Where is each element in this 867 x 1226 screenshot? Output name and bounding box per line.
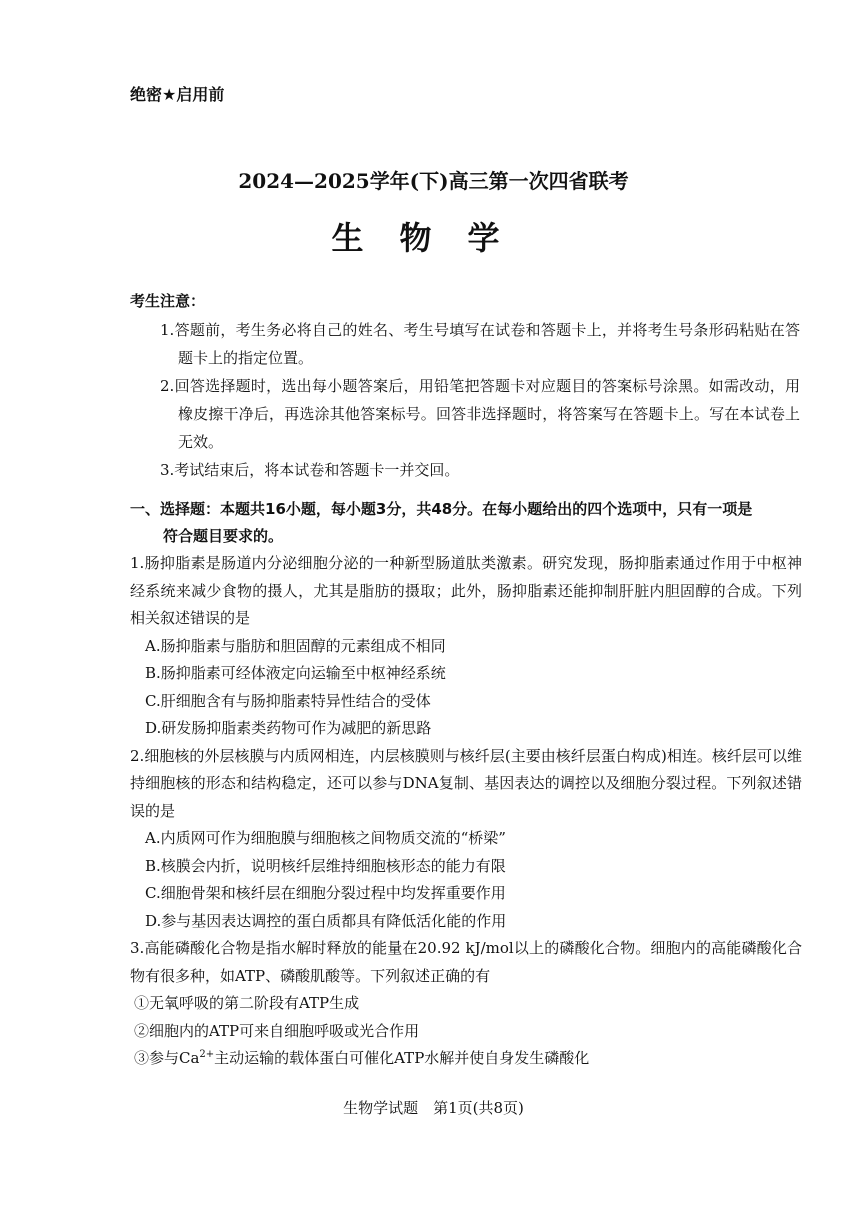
question-1 (130, 550, 802, 743)
notice-heading: 考生注意： (130, 292, 206, 310)
confidential-label: 绝密★启用前 (130, 85, 225, 104)
question-3 (130, 935, 802, 1073)
section-heading-line: 符合题目要求的。 (163, 527, 284, 545)
subject-title: 生物学 (331, 219, 536, 257)
notice-item: 3.考试结束后，将本试卷和答题卡一并交回。 (160, 461, 460, 479)
question-stem: 1.肠抑脂素是肠道内分泌细胞分泌的一种新型肠道肽类激素。研究发现，肠抑脂素通过作用于中枢神经系统来减少食物的摄人，尤其是脂肪的摄取；此外，肠抑脂素还能抑制肝脏内胆固醇的合成。下列相关叙述错误的是 (130, 554, 802, 627)
notice-item: 1.答题前，考生务必将自己的姓名、考生号填写在试卷和答题卡上，并将考生号条形码粘贴在答题卡上的指定位置。 (160, 321, 800, 367)
question-2 (130, 743, 802, 936)
option-c: C.肝细胞含有与肠抑脂素特异性结合的受体 (145, 691, 431, 710)
statement-2: ②细胞内的ATP可来自细胞呼吸或光合作用 (134, 1021, 420, 1040)
ion-charge: 2+ (199, 1049, 215, 1060)
statement-3-suffix: 主动运输的载体蛋白可催化ATP水解并使自身发生磷酸化 (214, 1049, 590, 1067)
page-footer: 生物学试题 第1页(共8页) (343, 1099, 524, 1117)
question-stem: 2.细胞核的外层核膜与内质网相连，内层核膜则与核纤层(主要由核纤层蛋白构成)相连。核纤层可以维持细胞核的形态和结构稳定，还可以参与DNA复制、基因表达的调控以及细胞分裂过程。下列叙述错误的是 (130, 746, 802, 820)
notice-list (160, 316, 800, 484)
exam-title: 2024—2025学年(下)高三第一次四省联考 (238, 169, 629, 193)
statement-3-prefix: ③参与Ca (134, 1049, 200, 1067)
option-b: B.肠抑脂素可经体液定向运输至中枢神经系统 (145, 664, 446, 682)
option-a: A.肠抑脂素与脂肪和胆固醇的元素组成不相同 (145, 636, 446, 655)
section-heading-line: 一、选择题：本题共16小题，每小题3分，共48分。在每小题给出的四个选项中，只有一项是 (130, 500, 753, 518)
question-stem: 3.高能磷酸化合物是指水解时释放的能量在20.92 kJ/mol以上的磷酸化合物。细胞内的高能磷酸化合物有很多种，如ATP、磷酸肌酸等。下列叙述正确的有 (130, 939, 802, 985)
notice-item: 2.回答选择题时，选出每小题答案后，用铅笔把答题卡对应题目的答案标号涂黑。如需改动，用橡皮擦干净后，再选涂其他答案标号。回答非选择题时，将答案写在答题卡上。写在本试卷上无效。 (160, 377, 800, 451)
statement-3 (130, 1045, 802, 1073)
option-a: A.内质网可作为细胞膜与细胞核之间物质交流的“桥梁” (145, 829, 506, 847)
section-heading (130, 496, 802, 550)
option-b: B.核膜会内折，说明核纤层维持细胞核形态的能力有限 (145, 856, 506, 875)
statement-1: ①无氧呼吸的第二阶段有ATP生成 (134, 994, 360, 1012)
option-d: D.参与基因表达调控的蛋白质都具有降低活化能的作用 (145, 911, 507, 930)
option-d: D.研发肠抑脂素类药物可作为减肥的新思路 (145, 719, 432, 737)
option-c: C.细胞骨架和核纤层在细胞分裂过程中均发挥重要作用 (145, 884, 506, 902)
question-list (130, 550, 802, 1073)
